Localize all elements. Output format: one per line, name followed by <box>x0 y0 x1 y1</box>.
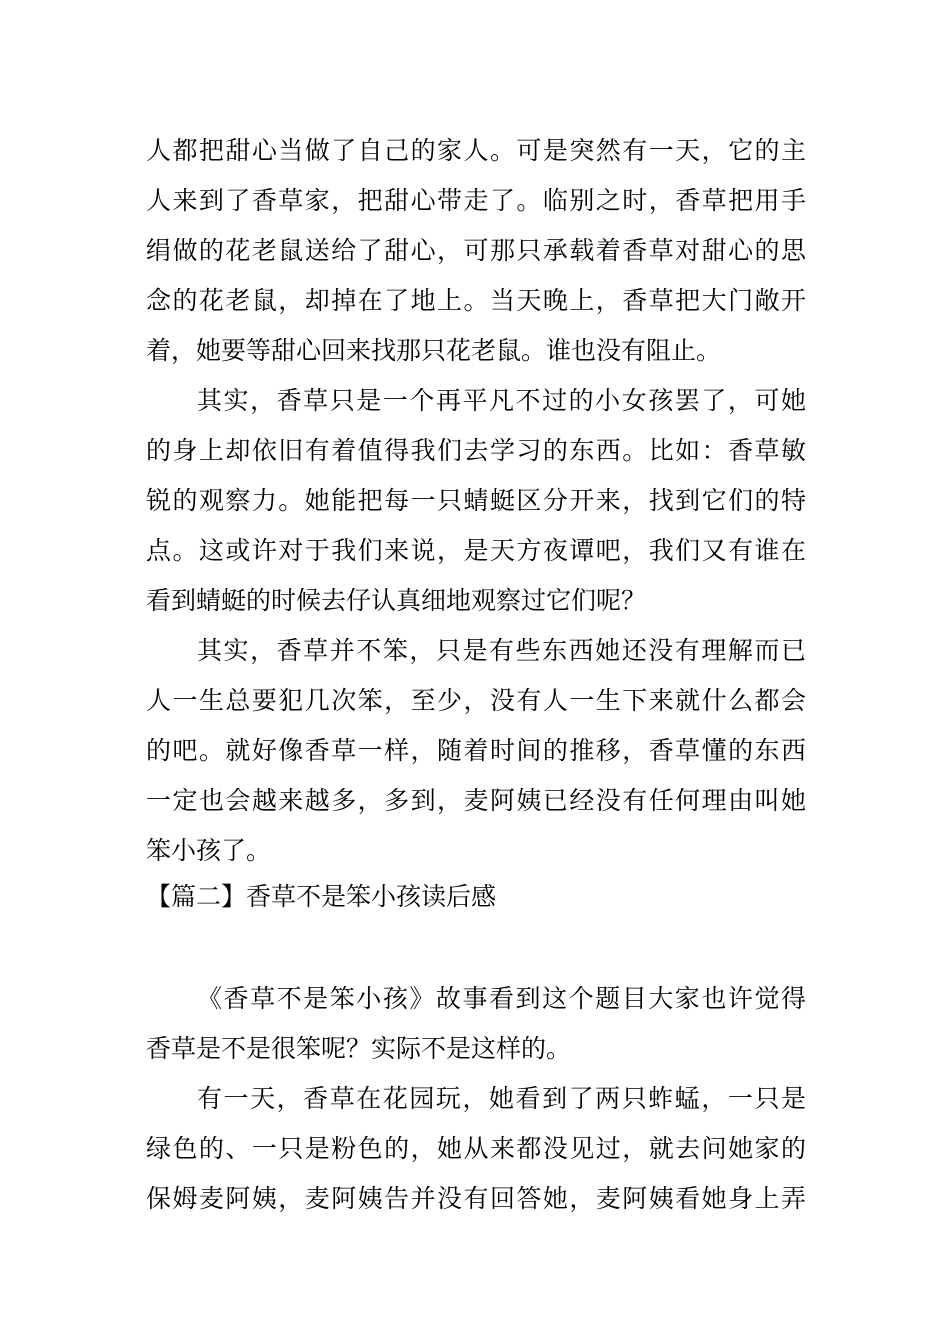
paragraph-line: 香草是不是很笨呢？实际不是这样的。 <box>146 1034 572 1063</box>
paragraph-line: 绢做的花老鼠送给了甜心，可那只承载着香草对甜心的思 <box>146 236 806 265</box>
paragraph-line: 一定也会越来越多，多到，麦阿姨已经没有任何理由叫她 <box>146 786 806 815</box>
paragraph-line: 点。这或许对于我们来说，是天方夜谭吧，我们又有谁在 <box>146 536 806 565</box>
paragraph-line: 笨小孩了。 <box>146 836 272 865</box>
paragraph-line: 看到蜻蜓的时候去仔认真细地观察过它们呢？ <box>146 586 647 615</box>
paragraph-line: 其实，香草并不笨，只是有些东西她还没有理解而已 <box>197 636 806 665</box>
paragraph-line: 《香草不是笨小孩》故事看到这个题目大家也许觉得 <box>197 984 806 1013</box>
paragraph-line: 有一天，香草在花园玩，她看到了两只蚱蜢，一只是 <box>197 1084 806 1113</box>
paragraph-line: 锐的观察力。她能把每一只蜻蜓区分开来，找到它们的特 <box>146 486 806 515</box>
section-heading: 【篇二】香草不是笨小孩读后感 <box>146 882 497 911</box>
paragraph-line: 绿色的、一只是粉色的，她从来都没见过，就去问她家的 <box>146 1134 806 1163</box>
paragraph-line: 人一生总要犯几次笨，至少，没有人一生下来就什么都会 <box>146 686 806 715</box>
paragraph-line: 保姆麦阿姨，麦阿姨告并没有回答她，麦阿姨看她身上弄 <box>146 1184 806 1213</box>
paragraph-line: 人来到了香草家，把甜心带走了。临别之时，香草把用手 <box>146 186 806 215</box>
paragraph-line: 念的花老鼠，却掉在了地上。当天晚上，香草把大门敞开 <box>146 286 806 315</box>
paragraph-line: 着，她要等甜心回来找那只花老鼠。谁也没有阻止。 <box>146 336 722 365</box>
paragraph-line: 的身上却依旧有着值得我们去学习的东西。比如：香草敏 <box>146 436 806 465</box>
paragraph-line: 的吧。就好像香草一样，随着时间的推移，香草懂的东西 <box>146 736 806 765</box>
paragraph-line: 其实，香草只是一个再平凡不过的小女孩罢了，可她 <box>197 386 806 415</box>
paragraph-line: 人都把甜心当做了自己的家人。可是突然有一天，它的主 <box>146 136 806 165</box>
